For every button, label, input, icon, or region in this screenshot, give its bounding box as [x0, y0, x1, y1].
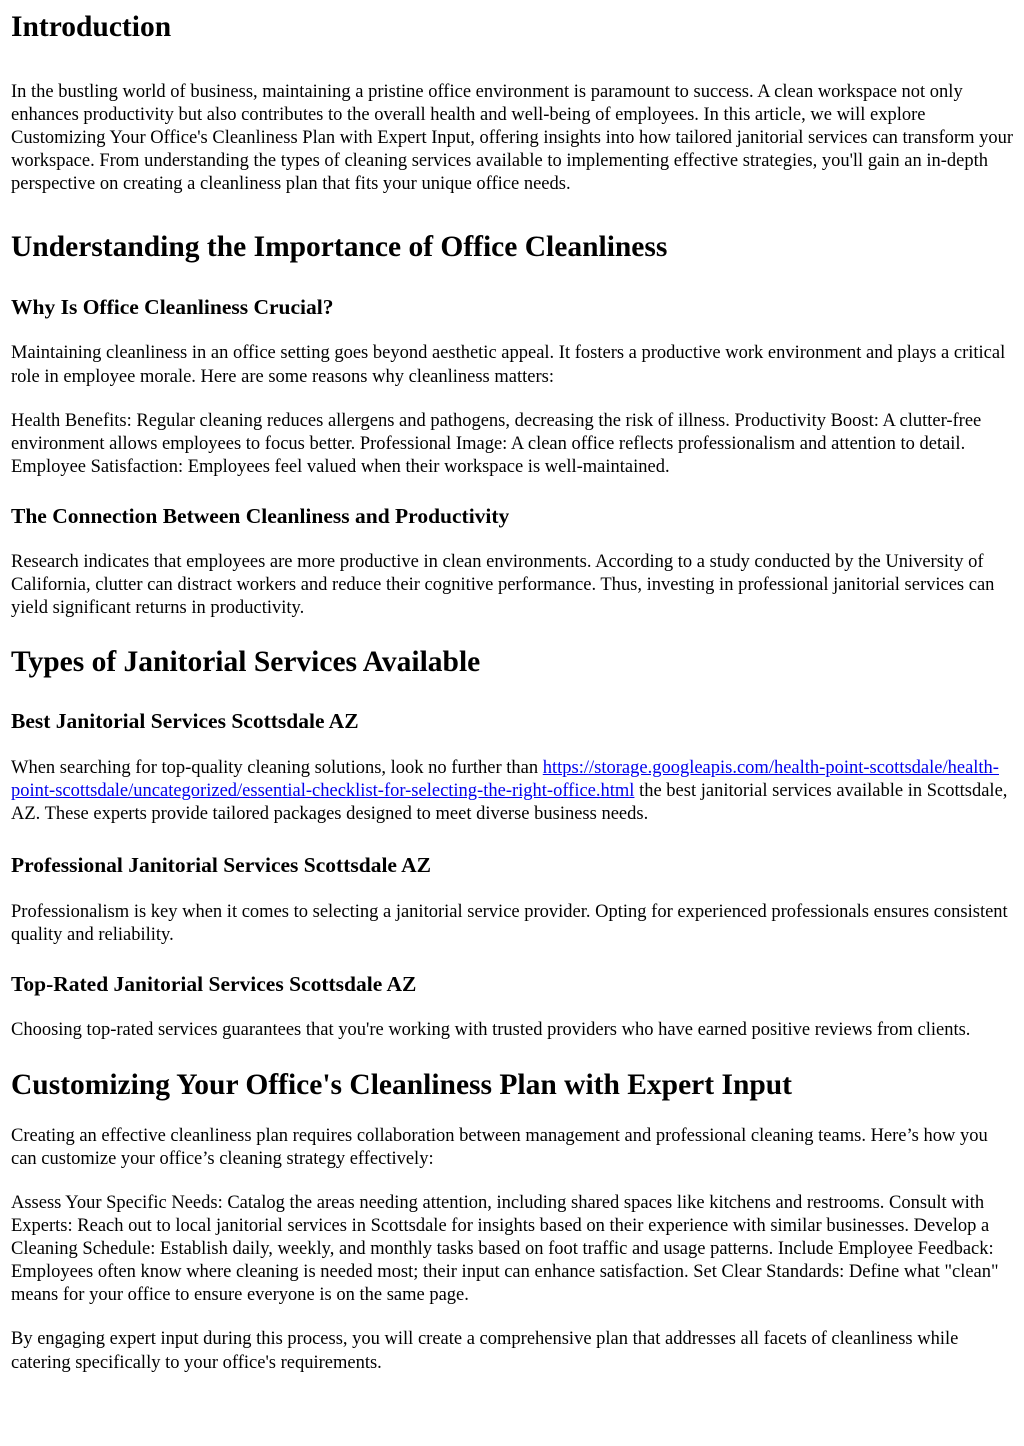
subheading-top-rated-janitorial: Top-Rated Janitorial Services Scottsdale AZ — [11, 971, 417, 996]
subheading-connection-productivity: The Connection Between Cleanliness and Productivity — [11, 503, 510, 528]
connection-paragraph: Research indicates that employees are more productive in clean environments. According to a study conducted by the University of California, clutter can distract workers and reduce their cognitive performance. Thus, investing in professional janitorial services can yield significant returns in productivity. — [11, 551, 995, 619]
subheading-why-cleanliness: Why Is Office Cleanliness Crucial? — [11, 295, 334, 320]
customizing-intro-paragraph: Creating an effective cleanliness plan requires collaboration between management and professional cleaning teams. Here’s how you can customize your office’s cleaning strategy effectively: — [11, 1125, 988, 1169]
section-heading-importance: Understanding the Importance of Office Cleanliness — [11, 231, 668, 264]
best-text-before: When searching for top-quality cleaning solutions, look no further than — [11, 758, 543, 779]
janitorial-services-link[interactable]: https://storage.googleapis.com/health-point-scottsdale/health-point-scottsdale/uncategorized/essential-checklist-for-selecting-the-right-office.html — [11, 758, 999, 802]
intro-paragraph: In the bustling world of business, maintaining a pristine office environment is paramount to success. A clean workspace not only enhances productivity but also contributes to the overall health and well-being of employees. In this article, we will explore Customizing Your Office's Cleanliness Plan with Expert Input, offering insights into how tailored janitorial services can transform your workspace. From understanding the types of cleaning services available to implementing effective strategies, you'll gain an in-depth perspective on creating a cleanliness plan that fits your unique office needs. — [11, 82, 1013, 195]
best-text-after: the best janitorial services available in Scottsdale, AZ. These experts provide tailored packages designed to meet diverse business needs. — [11, 781, 1008, 825]
customizing-conclusion-paragraph: By engaging expert input during this process, you will create a comprehensive plan that addresses all facets of cleanliness while catering specifically to your office's requirements. — [11, 1329, 959, 1373]
cleanliness-reasons-paragraph: Health Benefits: Regular cleaning reduces allergens and pathogens, decreasing the risk of illness. Productivity Boost: A clutter-free environment allows employees to focus better. Professional Image: A clean office reflects professionalism and attention to detail. Employee Satisfaction: Employees feel valued when their workspace is well-maintained. — [11, 410, 982, 477]
section-heading-introduction: Introduction — [11, 11, 172, 43]
why-cleanliness-paragraph: Maintaining cleanliness in an office setting goes beyond aesthetic appeal. It fosters a productive work environment and plays a critical role in employee morale. Here are some reasons why cleanliness matters: — [11, 343, 1006, 387]
professional-janitorial-paragraph: Professionalism is key when it comes to selecting a janitorial service provider. Opting for experienced professionals ensures consistent quality and reliability. — [11, 901, 1008, 945]
best-janitorial-paragraph — [11, 757, 1014, 826]
section-heading-types: Types of Janitorial Services Available — [11, 646, 481, 679]
top-rated-paragraph: Choosing top-rated services guarantees that you're working with trusted providers who have earned positive reviews from clients. — [11, 1019, 971, 1040]
customizing-steps-paragraph: Assess Your Specific Needs: Catalog the areas needing attention, including shared spaces like kitchens and restrooms. Consult with Experts: Reach out to local janitorial services in Scottsdale for insights based on their experience with similar businesses. Develop a Cleaning Schedule: Establish daily, weekly, and monthly tasks based on foot traffic and usage patterns. Include Employee Feedback: Employees often know where cleaning is needed most; their input can enhance satisfaction. Set Clear Standards: Define what "clean" means for your office to ensure everyone is on the same page. — [11, 1192, 999, 1306]
subheading-best-janitorial: Best Janitorial Services Scottsdale AZ — [11, 709, 359, 734]
section-heading-customizing: Customizing Your Office's Cleanliness Plan with Expert Input — [11, 1068, 792, 1101]
subheading-professional-janitorial: Professional Janitorial Services Scottsdale AZ — [11, 852, 432, 877]
